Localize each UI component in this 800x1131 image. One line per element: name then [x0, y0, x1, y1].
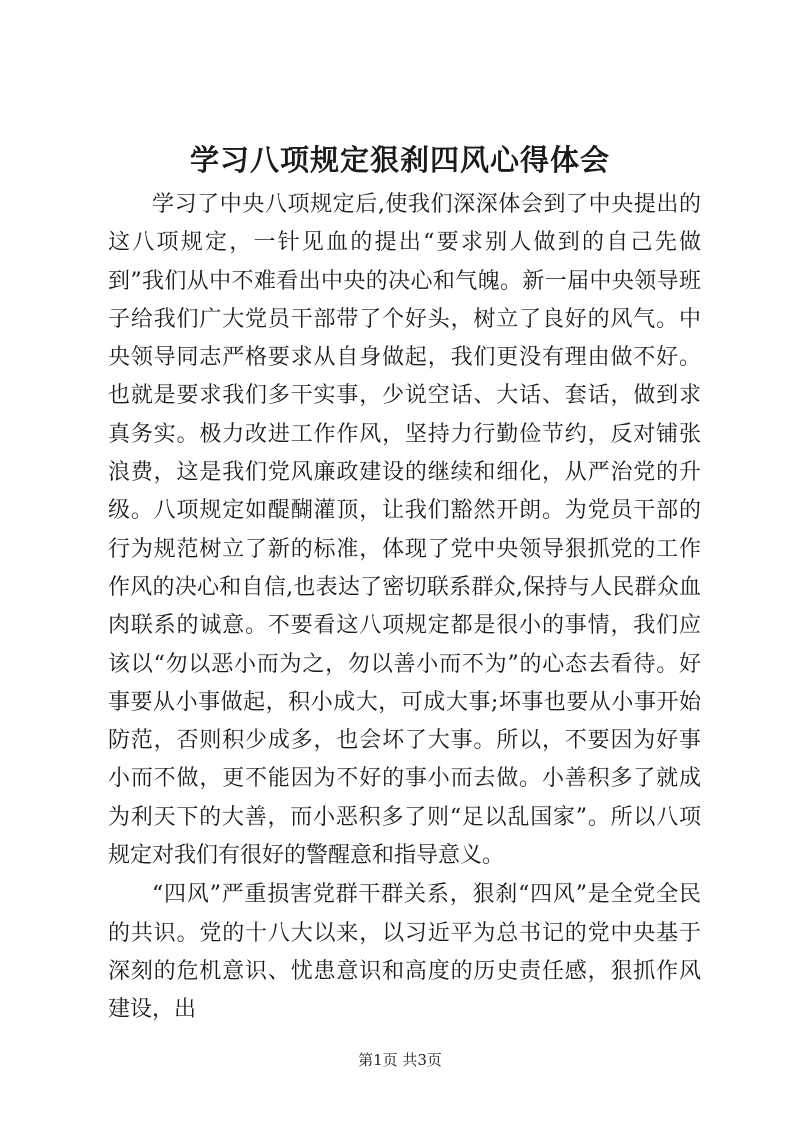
document-title: 学习八项规定狠刹四风心得体会 — [189, 143, 610, 177]
paragraph-1: 学习了中央八项规定后,使我们深深体会到了中央提出的这八项规定，一针见血的提出“要求别人做到的自己先做到”我们从中不难看出中央的决心和气魄。新一届中央领导班子给我们广大党员干部带了个好头，树立了良好的风气。中央领导同志严格要求从自身做起，我们更没有理由做不好。也就是要求我们多干实事，少说空话、大话、套话，做到求真务实。极力改进工作作风，坚持力行勤俭节约，反对铺张浪费，这是我们党风廉政建设的继续和细化，从严治党的升级。八项规定如醍醐灌顶，让我们豁然开朗。为党员干部的行为规范树立了新的标准，体现了党中央领导狠抓党的工作作风的决心和自信,也表达了密切联系群众,保持与人民群众血肉联系的诚意。不要看这八项规定都是很小的事情，我们应该以“勿以恶小而为之，勿以善小而不为”的心态去看待。好事要从小事做起，积小成大，可成大事;坏事也要从小事开始防范，否则积少成多，也会坏了大事。所以，不要因为好事小而不做，更不能因为不好的事小而去做。小善积多了就成为利天下的大善，而小恶积多了则“足以乱国家”。所以八项规定对我们有很好的警醒意和指导意义。 — [108, 192, 701, 869]
paragraph-2: “四风”严重损害党群干群关系，狠刹“四风”是全党全民的共识。党的十八大以来，以习近平为总书记的党中央基于深刻的危机意识、忧患意识和高度的历史责任感，狠抓作风建设，出 — [108, 882, 701, 1023]
page-footer: 第1页 共3页 — [358, 1051, 442, 1069]
document-body — [108, 186, 701, 1030]
